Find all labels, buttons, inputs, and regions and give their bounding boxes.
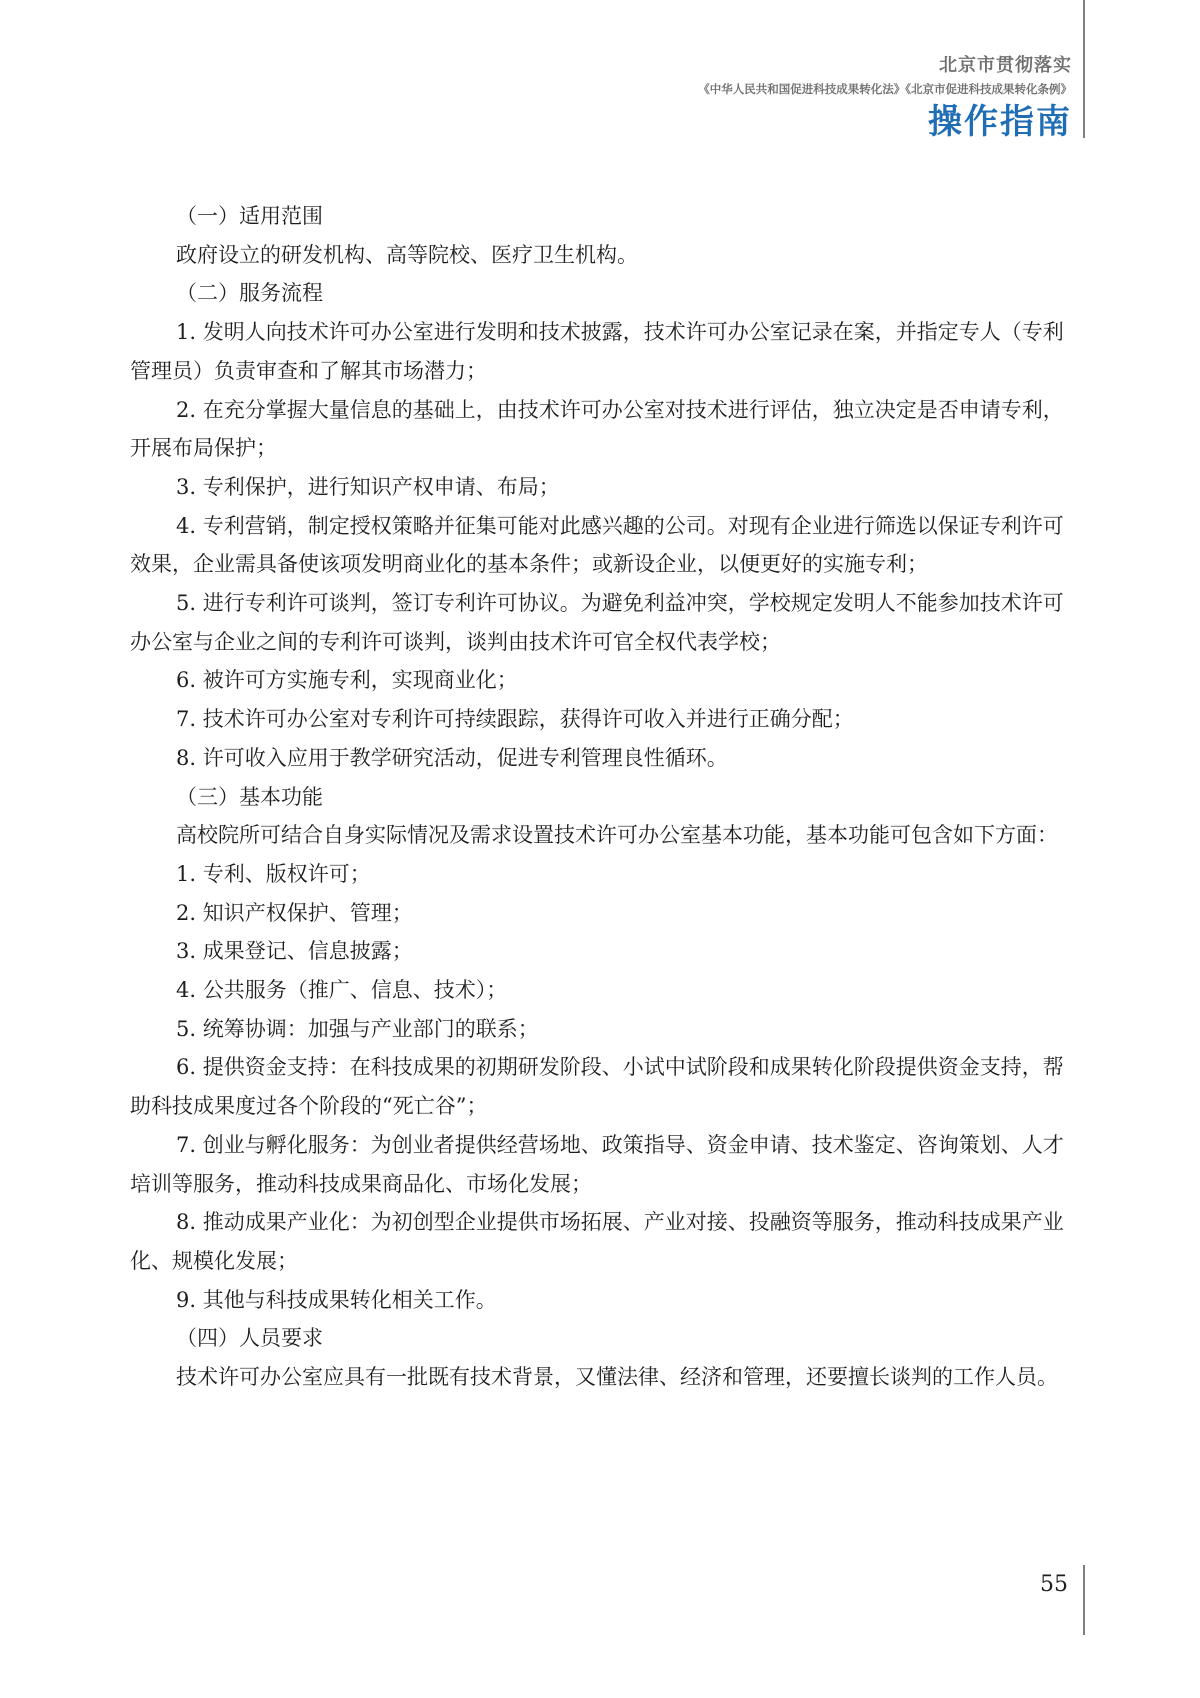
section-heading-functions: （三）基本功能 xyxy=(176,784,323,809)
list-item: 1. 发明人向技术许可办公室进行发明和技术披露，技术许可办公室记录在案，并指定专人（专利管理员）负责审查和了解其市场潜力； xyxy=(130,320,1064,383)
list-item: 3. 成果登记、信息披露； xyxy=(176,939,413,964)
header-subtitle: 《中华人民共和国促进科技成果转化法》《北京市促进科技成果转化条例》 xyxy=(698,82,1072,96)
section-heading-scope: （一）适用范围 xyxy=(176,204,323,228)
paragraph: 政府设立的研发机构、高等院校、医疗卫生机构。 xyxy=(176,242,638,267)
section-heading-process: （二）服务流程 xyxy=(176,281,323,306)
section-heading-staff: （四）人员要求 xyxy=(176,1326,323,1351)
list-item: 7. 技术许可办公室对专利许可持续跟踪，获得许可收入并进行正确分配； xyxy=(176,707,854,732)
page-edge-rule-bottom xyxy=(1083,1565,1085,1635)
list-item: 2. 在充分掌握大量信息的基础上，由技术许可办公室对技术进行评估，独立决定是否申请专利，开展布局保护； xyxy=(130,397,1064,461)
list-item: 6. 提供资金支持：在科技成果的初期研发阶段、小试中试阶段和成果转化阶段提供资金支持，帮助科技成果度过各个阶段的“死亡谷”； xyxy=(130,1055,1064,1119)
list-item: 8. 许可收入应用于教学研究活动，促进专利管理良性循环。 xyxy=(176,745,728,770)
list-item: 5. 进行专利许可谈判，签订专利许可协议。为避免利益冲突，学校规定发明人不能参加技术许可办公室与企业之间的专利许可谈判，谈判由技术许可官全权代表学校； xyxy=(130,591,1064,654)
header-title: 北京市贯彻落实 xyxy=(939,55,1072,76)
list-item: 4. 公共服务（推广、信息、技术）； xyxy=(176,978,508,1003)
list-item: 1. 专利、版权许可； xyxy=(176,861,371,886)
list-item: 6. 被许可方实施专利，实现商业化； xyxy=(176,668,518,693)
list-item: 2. 知识产权保护、管理； xyxy=(176,900,413,925)
list-item: 9. 其他与科技成果转化相关工作。 xyxy=(176,1287,497,1312)
header-guide-title: 操作指南 xyxy=(928,102,1072,142)
page-edge-rule-top xyxy=(1083,0,1085,138)
list-item: 8. 推动成果产业化：为初创型企业提供市场拓展、产业对接、投融资等服务，推动科技成果产业化、规模化发展； xyxy=(130,1210,1064,1273)
page-number: 55 xyxy=(1040,1572,1068,1597)
list-item: 7. 创业与孵化服务：为创业者提供经营场地、政策指导、资金申请、技术鉴定、咨询策划、人才培训等服务，推动科技成果商品化、市场化发展； xyxy=(130,1132,1064,1196)
paragraph: 技术许可办公室应具有一批既有技术背景，又懂法律、经济和管理，还要擅长谈判的工作人员。 xyxy=(176,1365,1058,1390)
list-item: 4. 专利营销，制定授权策略并征集可能对此感兴趣的公司。对现有企业进行筛选以保证专利许可效果，企业需具备使该项发明商业化的基本条件；或新设企业，以便更好的实施专利； xyxy=(130,513,1064,577)
running-header xyxy=(698,54,1072,141)
paragraph: 高校院所可结合自身实际情况及需求设置技术许可办公室基本功能，基本功能可包含如下方面： xyxy=(176,823,1058,848)
list-item: 5. 统筹协调：加强与产业部门的联系； xyxy=(176,1016,539,1041)
body-content xyxy=(130,197,1072,1397)
list-item: 3. 专利保护，进行知识产权申请、布局； xyxy=(176,474,560,499)
